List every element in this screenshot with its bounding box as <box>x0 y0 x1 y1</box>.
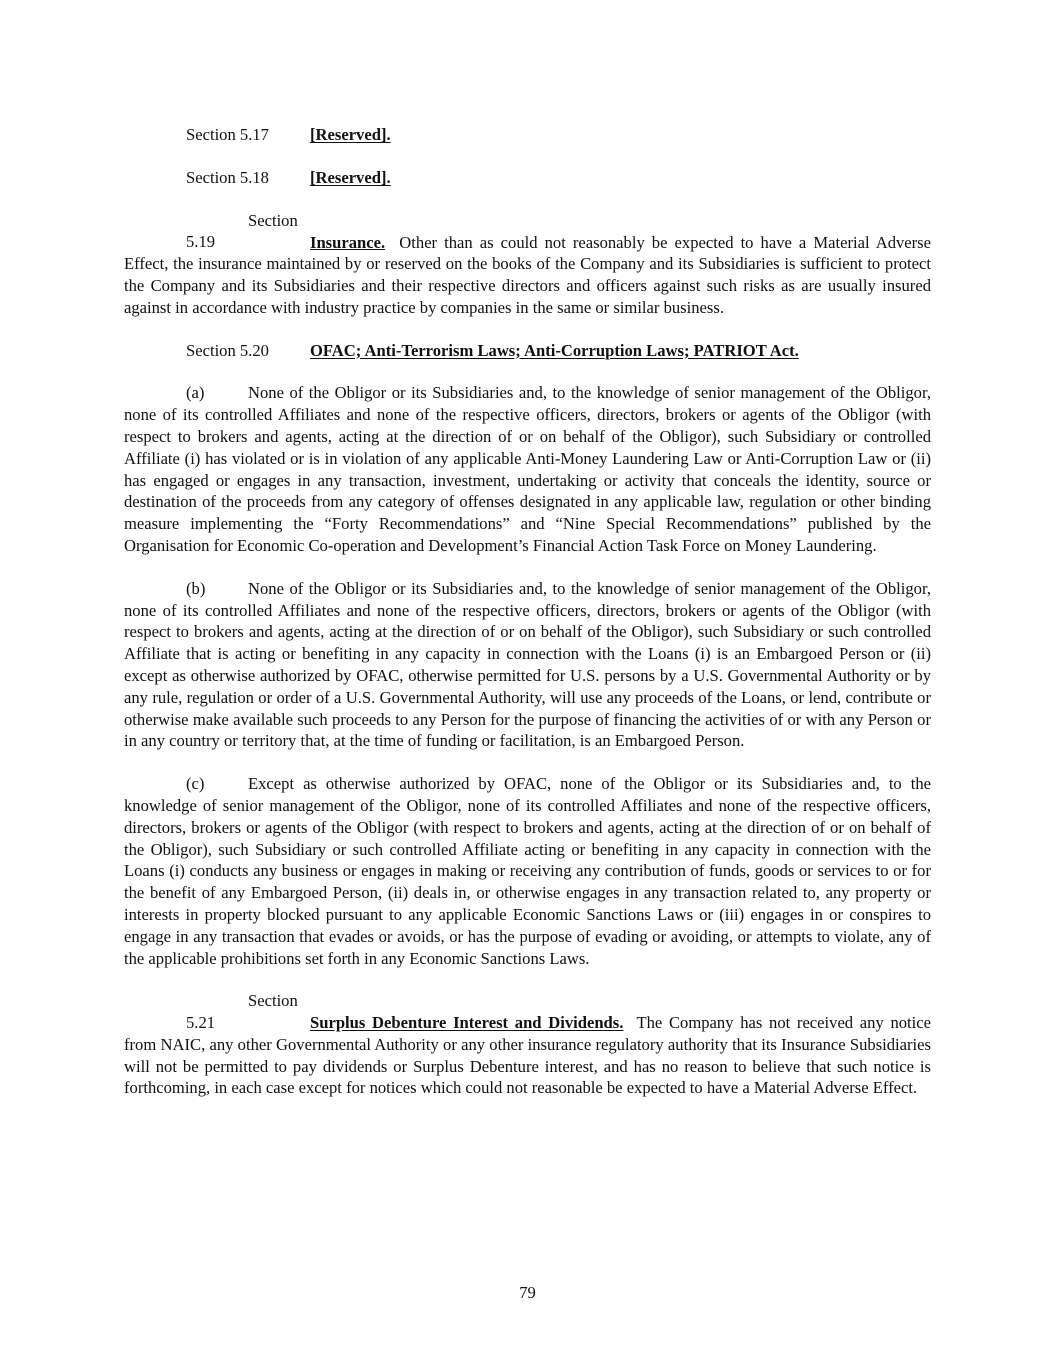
clause-b <box>124 578 931 752</box>
section-number: Section 5.20 <box>186 340 269 360</box>
section-body: Other than as could not reasonably be expected to have a Material Adverse Effect, the insurance maintained by or reserved on the books of the Company and its Subsidiaries is sufficient to protect the Company and its Subsidiaries and their respective directors and officers against such risks as are usually insured against in accordance with industry practice by companies in the same or similar business. <box>124 232 932 317</box>
section-title: [Reserved]. <box>310 125 391 144</box>
section-title: Surplus Debenture Interest and Dividends. <box>310 1013 624 1033</box>
section-5-20-heading <box>124 340 931 362</box>
section-title: Insurance. <box>310 232 386 252</box>
section-title: OFAC; Anti-Terrorism Laws; Anti-Corruption Laws; PATRIOT Act. <box>310 340 799 360</box>
page-content <box>124 124 931 1099</box>
clause-label: (a) <box>186 383 205 403</box>
clause-text: None of the Obligor or its Subsidiaries and, to the knowledge of senior management of the Obligor, none of its controlled Affiliates and none of the respective officers, directors, brokers or agents of the Obligor (with respect to brokers and agents, acting at the direction of or on behalf of the Obligor), such Subsidiary or controlled Affiliate (i) has violated or is in violation of any applicable Anti-Money Laundering Law or Anti-Corruption Law or (ii) has engaged or engages in any transaction, investment, undertaking or activity that conceals the identity, source or destination of the proceeds from any category of offenses designated in any applicable law, regulation or other binding measure implementing the “Forty Recommendations” and “Nine Special Recommendations” published by the Organisation for Economic Co-operation and Development’s Financial Action Task Force on Money Laundering. <box>124 383 931 555</box>
section-number: Section 5.21 <box>186 991 298 1033</box>
clause-label: (c) <box>186 774 205 794</box>
clause-label: (b) <box>186 578 206 598</box>
clause-a <box>124 382 931 556</box>
section-number: Section 5.18 <box>186 167 269 187</box>
section-5-19-paragraph <box>124 210 931 319</box>
clause-c <box>124 773 931 969</box>
section-5-21-paragraph <box>124 990 931 1099</box>
section-5-17-heading <box>124 124 931 146</box>
clause-text: Except as otherwise authorized by OFAC, none of the Obligor or its Subsidiaries and, to the knowledge of senior management of the Obligor, none of its controlled Affiliates and none of the respective officers, directors, brokers or agents of the Obligor (with respect to brokers and agents, acting at the direction of or on behalf of the Obligor), such Subsidiary or such controlled Affiliate acting or benefiting in any capacity in connection with the Loans (i) conducts any business or engages in making or receiving any contribution of funds, goods or services to or for the benefit of any Embargoed Person, (ii) deals in, or otherwise engages in any transaction related to, any property or interests in property blocked pursuant to any applicable Economic Sanctions Laws or (iii) engages in or conspires to engage in any transaction that evades or avoids, or has the purpose of evading or avoiding, or attempts to violate, any of the applicable prohibitions set forth in any Economic Sanctions Laws. <box>124 774 931 968</box>
clause-text: None of the Obligor or its Subsidiaries and, to the knowledge of senior management of the Obligor, none of its controlled Affiliates and none of the respective officers, directors, brokers or agents of the Obligor (with respect to brokers and agents, acting at the direction of or on behalf of the Obligor), such Subsidiary or such controlled Affiliate that is acting or benefiting in any capacity in connection with the Loans (i) is an Embargoed Person or (ii) except as otherwise authorized by OFAC, otherwise permitted for U.S. persons by a U.S. Governmental Authority or by any rule, regulation or order of a U.S. Governmental Authority, will use any proceeds of the Loans, or lend, contribute or otherwise make available such proceeds to any Person for the purpose of financing the activities of or with any Person or in any country or territory that, at the time of funding or facilitation, is an Embargoed Person. <box>124 578 931 751</box>
page-number: 79 <box>519 1283 536 1302</box>
section-title: [Reserved]. <box>310 167 391 187</box>
section-number: Section 5.19 <box>186 210 298 252</box>
section-5-18-heading <box>124 167 931 189</box>
section-body: The Company has not received any notice from NAIC, any other Governmental Authority or any other insurance regulatory authority that its Insurance Subsidiaries will not be permitted to pay dividends or Surplus Debenture interest, and has no reason to believe that such notice is forthcoming, in each case except for notices which could not reasonable be expected to have a Material Adverse Effect. <box>124 1013 931 1098</box>
section-number: Section 5.17 <box>186 125 269 144</box>
